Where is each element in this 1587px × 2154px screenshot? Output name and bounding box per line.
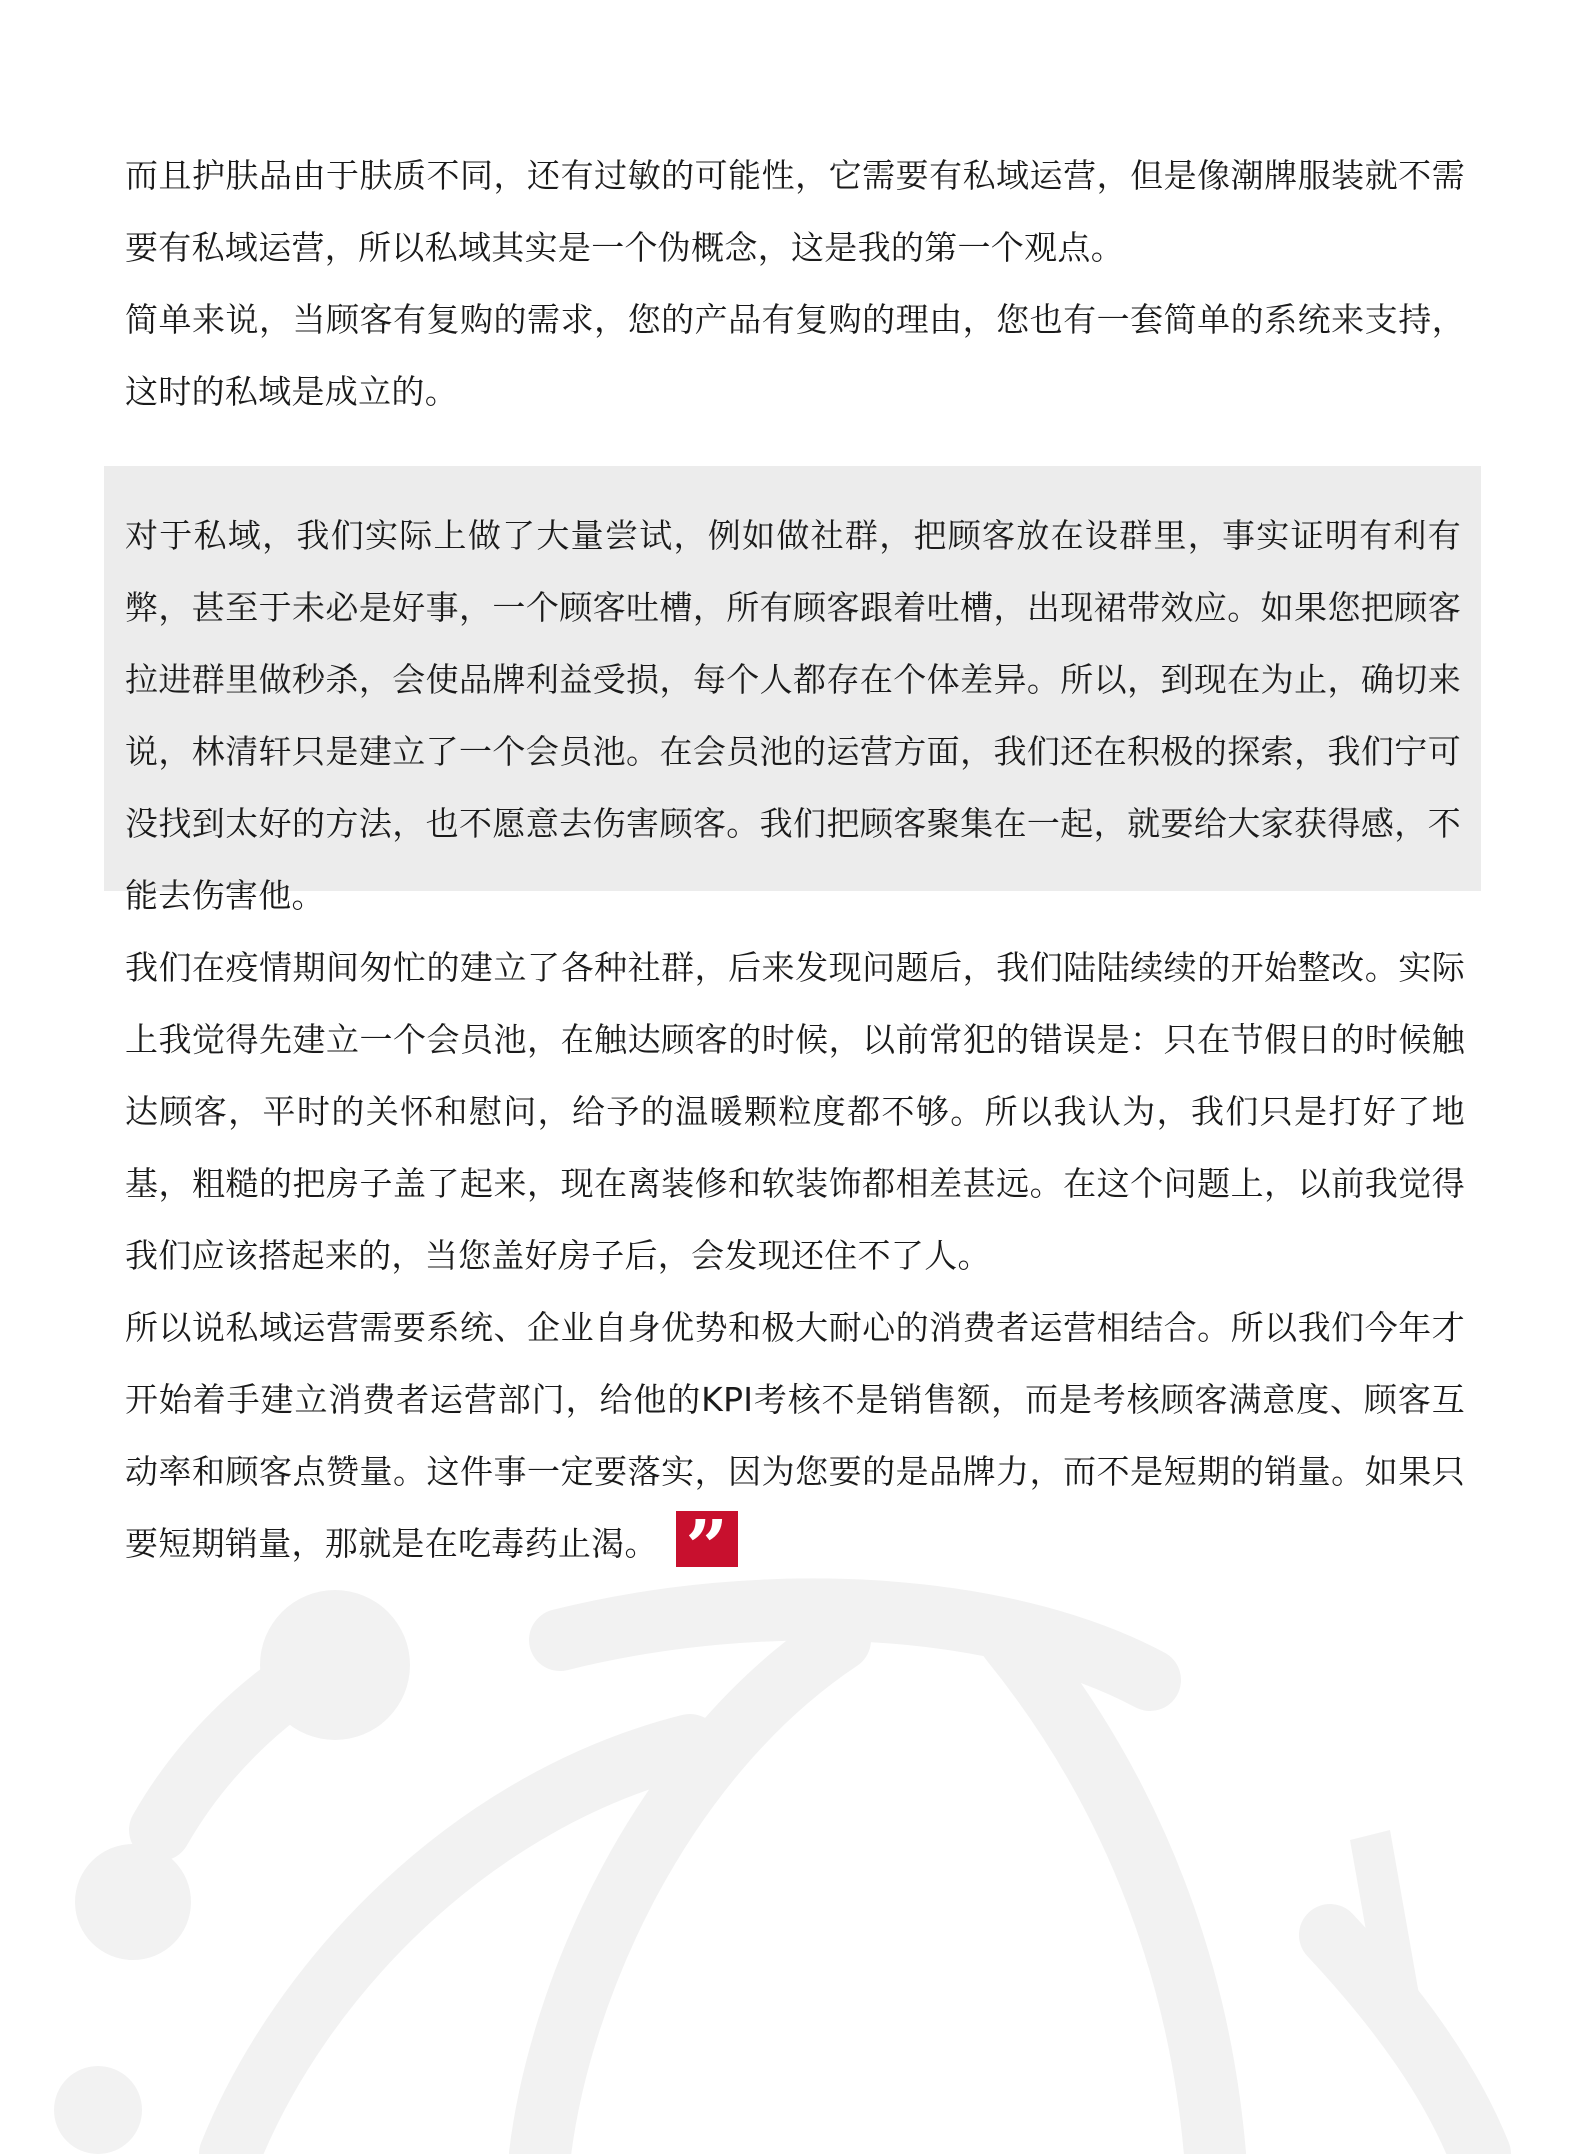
body-paragraph-2: 简单来说，当顾客有复购的需求，您的产品有复购的理由，您也有一套简单的系统来支持，这时的私域是成立的。 bbox=[125, 300, 1465, 411]
highlighted-quote-text: 对于私域，我们实际上做了大量尝试，例如做社群，把顾客放在设群里，事实证明有利有弊，甚至于未必是好事，一个顾客吐槽，所有顾客跟着吐槽，出现裙带效应。如果您把顾客拉进群里做秒杀，会使品牌利益受损，每个人都存在个体差异。所以，到现在为止，确切来说，林清轩只是建立了一个会员池。在会员池的运营方面，我们还在积极的探索，我们宁可没找到太好的方法，也不愿意去伤害顾客。我们把顾客聚集在一起，就要给大家获得感，不能去伤害他。 bbox=[125, 516, 1461, 915]
highlighted-quote-box bbox=[104, 466, 1481, 915]
closing-quote-glyph: ” bbox=[685, 1505, 729, 1591]
body-paragraph-4-text: 所以说私域运营需要系统、企业自身优势和极大耐心的消费者运营相结合。所以我们今年才开始着手建立消费者运营部门，给他的KPI考核不是销售额，而是考核顾客满意度、顾客互动率和顾客点赞量。这件事一定要落实，因为您要的是品牌力，而不是短期的销量。如果只要短期销量，那就是在吃毒药止渴。 bbox=[125, 1308, 1465, 1563]
body-paragraph-4 bbox=[125, 1292, 1465, 1591]
body-paragraph-3: 我们在疫情期间匆忙的建立了各种社群，后来发现问题后，我们陆陆续续的开始整改。实际上我觉得先建立一个会员池，在触达顾客的时候，以前常犯的错误是：只在节假日的时候触达顾客，平时的关怀和慰问，给予的温暖颗粒度都不够。所以我认为，我们只是打好了地基，粗糙的把房子盖了起来，现在离装修和软装饰都相差甚远。在这个问题上，以前我觉得我们应该搭起来的，当您盖好房子后，会发现还住不了人。 bbox=[125, 948, 1465, 1275]
closing-quote-icon bbox=[676, 1505, 738, 1591]
body-paragraph-1: 而且护肤品由于肤质不同，还有过敏的可能性，它需要有私域运营，但是像潮牌服装就不需要有私域运营，所以私域其实是一个伪概念，这是我的第一个观点。 bbox=[125, 156, 1465, 267]
